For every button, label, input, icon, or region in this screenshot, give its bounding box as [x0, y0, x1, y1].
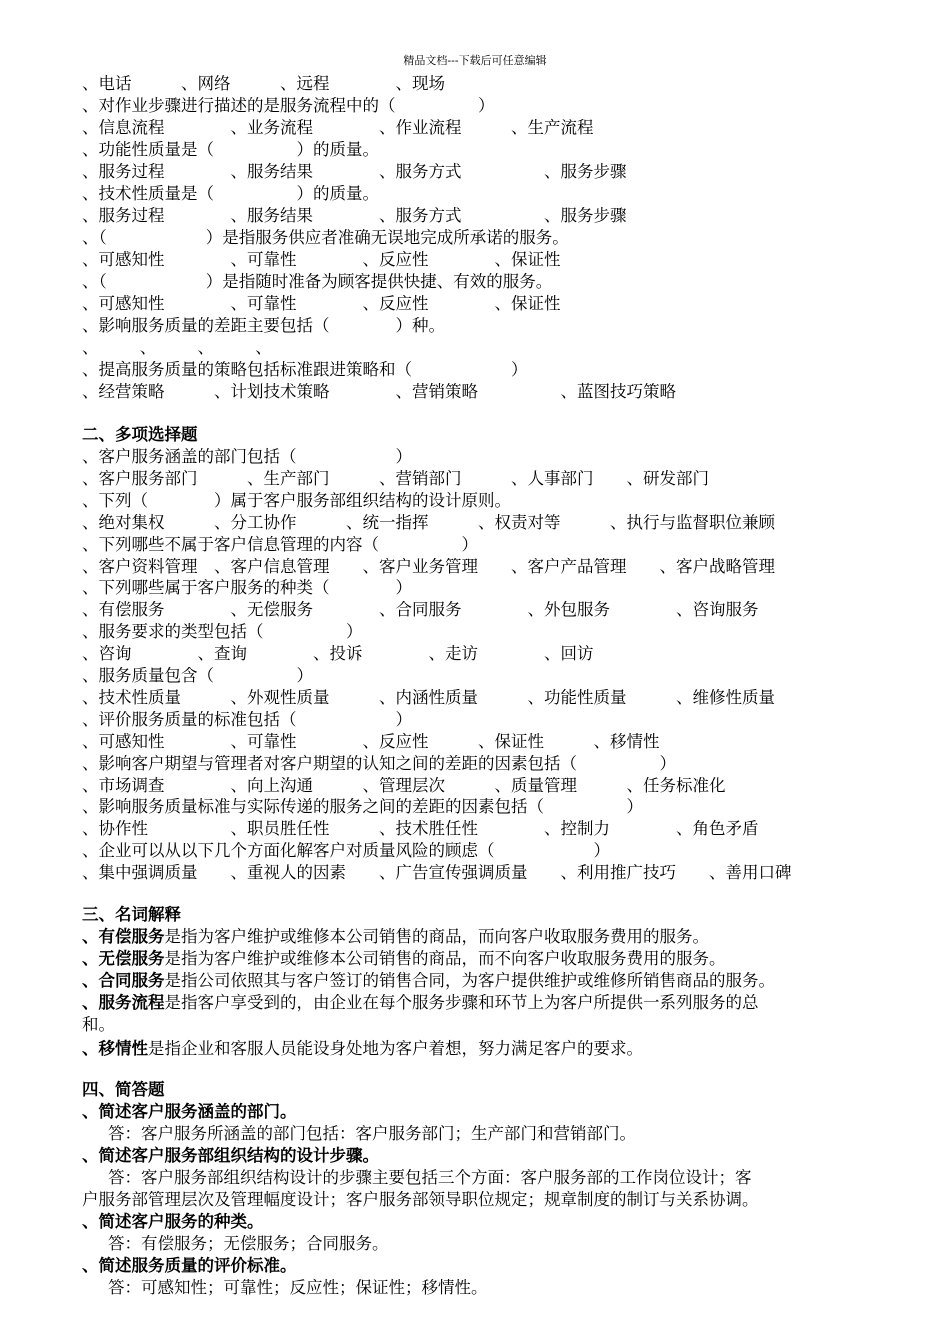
question-text: 简述客户服务的种类。 — [98, 1212, 264, 1231]
item-marker: 、 — [82, 971, 99, 990]
answer-text: 答：客户服务所涵盖的部门包括：客户服务部门；生产部门和营销部门。 — [108, 1124, 636, 1143]
question-line: 、客户服务涵盖的部门包括（ ） — [82, 447, 412, 466]
question-line: 、服务过程 、服务结果 、服务方式 、服务步骤 — [82, 162, 627, 181]
definition-text-cont: 和。 — [82, 1015, 115, 1034]
question-text: 简述服务质量的评价标准。 — [98, 1256, 297, 1275]
question-text: 简述客户服务部组织结构的设计步骤。 — [98, 1146, 379, 1165]
question-line: 、服务过程 、服务结果 、服务方式 、服务步骤 — [82, 206, 627, 225]
item-marker: 、 — [82, 949, 99, 968]
question-line: 、绝对集权 、分工协作 、统一指挥 、权责对等 、执行与监督职位兼顾 — [82, 512, 775, 532]
section-2-title: 二、多项选择题 — [82, 425, 198, 444]
question-line: 、提高服务质量的策略包括标准跟进策略和（ ） — [82, 360, 528, 379]
definition-term: 合同服务 — [98, 971, 165, 990]
definition-text: 是指客户享受到的，由企业在每个服务步骤和环节上为客户所提供一系列服务的总 — [164, 993, 759, 1012]
definition-text: 是指为客户维护或维修本公司销售的商品，而向客户收取服务费用的服务。 — [164, 927, 709, 946]
definition-text: 是指公司依照其与客户签订的销售合同，为客户提供维护或维修所销售商品的服务。 — [164, 971, 775, 990]
question-line: 、下列（ ）属于客户服务部组织结构的设计原则。 — [82, 490, 511, 510]
question-line: 、技术性质量是（ ）的质量。 — [82, 184, 379, 203]
page-header: 精品文档---下载后可任意编辑 — [403, 54, 547, 67]
question-line: 、评价服务质量的标准包括（ ） — [82, 709, 412, 729]
definition-term: 移情性 — [98, 1039, 148, 1058]
question-line: 、服务要求的类型包括（ ） — [82, 622, 363, 642]
question-line: 、服务质量包含（ ） — [82, 666, 313, 685]
section-3-title: 三、名词解释 — [82, 905, 181, 924]
question-text: 简述客户服务涵盖的部门。 — [98, 1102, 297, 1121]
answer-text: 答：客户服务部组织结构设计的步骤主要包括三个方面：客户服务部的工作岗位设计；客 — [108, 1168, 752, 1187]
item-marker: 、 — [82, 1039, 99, 1058]
answer-text-cont: 户服务部管理层次及管理幅度设计；客户服务部领导职位规定；规章制度的制订与关系协调。 — [82, 1190, 759, 1209]
question-line: 、影响服务质量标准与实际传递的服务之间的差距的因素包括（ ） — [82, 797, 643, 817]
question-line: 、（ ）是指服务供应者准确无误地完成所承诺的服务。 — [82, 228, 569, 247]
question-line: 、影响服务质量的差距主要包括（ ）种。 — [82, 316, 445, 335]
question-line: 、集中强调质量 、重视人的因素 、广告宣传强调质量 、利用推广技巧 、善用口碑 — [82, 863, 792, 883]
question-line: 、影响客户期望与管理者对客户期望的认知之间的差距的因素包括（ ） — [82, 753, 676, 773]
definition-item — [82, 993, 759, 1013]
definition-text: 是指企业和客服人员能设身处地为客户着想，努力满足客户的要求。 — [148, 1039, 643, 1058]
definition-term: 无偿服务 — [98, 949, 165, 968]
question-line: 、市场调查 、向上沟通 、管理层次 、质量管理 、任务标准化 — [82, 775, 726, 795]
question-line: 、经营策略 、计划技术策略 、营销策略 、蓝图技巧策略 — [82, 382, 676, 401]
question-line: 、客户资料管理 、客户信息管理 、客户业务管理 、客户产品管理 、客户战略管理 — [82, 556, 775, 576]
item-marker: 、 — [82, 1212, 99, 1231]
item-marker: 、 — [82, 927, 99, 946]
question-line: 、下列哪些属于客户服务的种类（ ） — [82, 578, 412, 598]
question-line: 、技术性质量 、外观性质量 、内涵性质量 、功能性质量 、维修性质量 — [82, 687, 775, 707]
definition-term: 有偿服务 — [98, 927, 165, 946]
question-line: 、咨询 、查询 、投诉 、走访 、回访 — [82, 644, 594, 664]
question-line: 、电话 、网络 、远程 、现场 — [82, 74, 445, 93]
definition-term: 服务流程 — [98, 993, 165, 1012]
question-line: 、有偿服务 、无偿服务 、合同服务 、外包服务 、咨询服务 — [82, 600, 759, 620]
question-line: 、客户服务部门 、生产部门 、营销部门 、人事部门 、研发部门 — [82, 468, 709, 488]
item-marker: 、 — [82, 1146, 99, 1165]
definition-item — [82, 1039, 643, 1059]
question-item — [82, 1102, 297, 1122]
definition-item — [82, 927, 709, 947]
definition-text: 是指为客户维护或维修本公司销售的商品，而不向客户收取服务费用的服务。 — [164, 949, 726, 968]
question-line: 、信息流程 、业务流程 、作业流程 、生产流程 — [82, 118, 594, 137]
answer-text: 答：可感知性；可靠性；反应性；保证性；移情性。 — [108, 1278, 488, 1297]
question-line: 、对作业步骤进行描述的是服务流程中的（ ） — [82, 96, 495, 115]
question-item — [82, 1212, 264, 1232]
definition-item — [82, 971, 775, 991]
item-marker: 、 — [82, 993, 99, 1012]
question-line: 、（ ）是指随时准备为顾客提供快捷、有效的服务。 — [82, 272, 553, 291]
question-item — [82, 1146, 379, 1166]
item-marker: 、 — [82, 1102, 99, 1121]
question-line: 、 、 、 、 — [82, 338, 272, 357]
question-line: 、企业可以从以下几个方面化解客户对质量风险的顾虑（ ） — [82, 841, 610, 861]
question-item — [82, 1256, 297, 1276]
question-line: 、下列哪些不属于客户信息管理的内容（ ） — [82, 534, 478, 554]
question-line: 、可感知性 、可靠性 、反应性 、保证性 、移情性 — [82, 731, 660, 751]
section-4-title: 四、简答题 — [82, 1080, 165, 1099]
definition-item — [82, 949, 726, 969]
answer-text: 答：有偿服务；无偿服务；合同服务。 — [108, 1234, 389, 1253]
item-marker: 、 — [82, 1256, 99, 1275]
question-line: 、协作性 、职员胜任性 、技术胜任性 、控制力 、角色矛盾 — [82, 819, 759, 839]
question-line: 、可感知性 、可靠性 、反应性 、保证性 — [82, 250, 561, 269]
question-line: 、功能性质量是（ ）的质量。 — [82, 140, 379, 159]
question-line: 、可感知性 、可靠性 、反应性 、保证性 — [82, 294, 561, 313]
